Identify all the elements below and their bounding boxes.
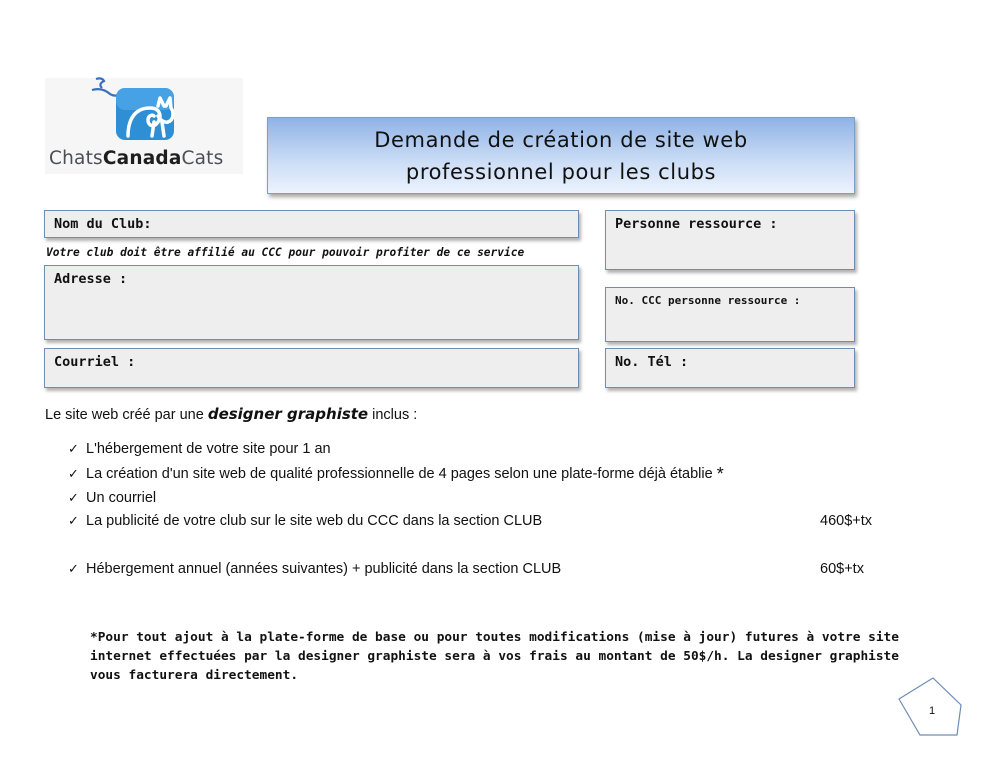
checkmark-icon: ✓ <box>68 562 79 577</box>
phone-field[interactable] <box>605 348 855 388</box>
title-line-1: Demande de création de site web <box>374 128 748 152</box>
footnote: *Pour tout ajout à la plate-forme de base ou pour toutes modifications (mise à jour) futures à votre site internet effectuées par la designer graphiste sera à vos frais au montant de 50$/h. La designer graphiste vous facturera directement. <box>90 630 899 683</box>
checkmark-icon: ✓ <box>68 491 79 506</box>
price-initial: 460$+tx <box>820 513 873 529</box>
address-field[interactable] <box>44 265 579 340</box>
list-item: ✓ Hébergement annuel (années suivantes) + publicité dans la section CLUB <box>68 561 562 577</box>
list-item: ✓ La création d'un site web de qualité professionnelle de 4 pages selon une plate-forme déjà établie * <box>68 464 724 484</box>
affiliation-note: Votre club doit être affilié au CCC pour pouvoir profiter de ce service <box>46 246 525 259</box>
checkmark-icon: ✓ <box>68 467 79 482</box>
phone-label: No. Tél : <box>615 354 689 370</box>
email-field[interactable] <box>44 348 579 388</box>
intro-emphasis: designer graphiste <box>207 405 369 423</box>
cat-logo-icon <box>88 76 188 148</box>
email-label: Courriel : <box>54 354 136 370</box>
list-item: ✓ La publicité de votre club sur le site web du CCC dans la section CLUB <box>68 513 543 529</box>
intro-text: Le site web créé par une designer graphiste inclus : <box>45 405 418 423</box>
contact-person-label: Personne ressource : <box>615 216 778 232</box>
contact-person-field[interactable] <box>605 210 855 270</box>
checkmark-icon: ✓ <box>68 442 79 457</box>
address-label: Adresse : <box>54 271 128 287</box>
price-annual: 60$+tx <box>820 561 864 577</box>
list-item: ✓ Un courriel <box>68 490 157 506</box>
title-banner <box>267 117 855 194</box>
club-name-field[interactable] <box>44 210 579 238</box>
logo-wordmark: ChatsCanadaCats <box>49 148 224 169</box>
page-number: 1 <box>929 705 936 717</box>
ccc-number-label: No. CCC personne ressource : <box>615 294 801 307</box>
title-line-2: professionnel pour les clubs <box>405 160 717 184</box>
checkmark-icon: ✓ <box>68 514 79 529</box>
ccc-number-field[interactable] <box>605 287 855 342</box>
list-item: ✓ L'hébergement de votre site pour 1 an <box>68 441 331 457</box>
club-name-label: Nom du Club: <box>54 216 152 232</box>
